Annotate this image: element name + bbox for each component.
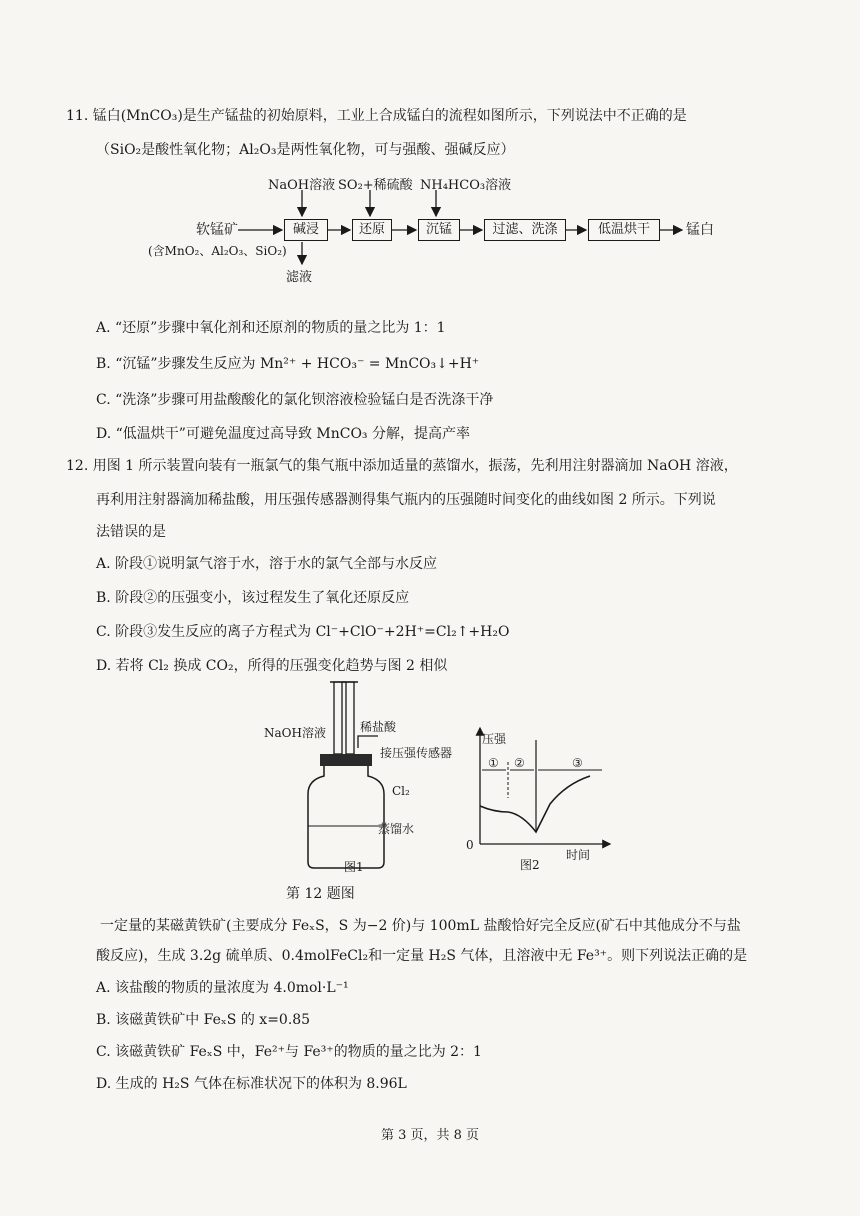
q12-option-b: B. 阶段②的压强变小，该过程发生了氧化还原反应 <box>96 590 410 606</box>
fig2-origin: 0 <box>466 838 474 852</box>
flow-product: 锰白 <box>686 222 714 238</box>
flow-step-reduce: 还原 <box>352 219 392 241</box>
q11-option-c: C. “洗涤”步骤可用盐酸酸化的氯化钡溶液检验锰白是否洗涤干净 <box>96 392 494 408</box>
fig1-water-label: 蒸馏水 <box>378 822 415 836</box>
fig2-stage2: ② <box>514 756 525 770</box>
flow-arrows <box>0 190 860 310</box>
q12-stem-line1: 用图 1 所示装置向装有一瓶氯气的集气瓶中添加适量的蒸馏水，振荡，先利用注射器滴加 NaOH 溶液， <box>92 458 738 474</box>
q11-stem-line1: 锰白(MnCO₃)是生产锰盐的初始原料，工业上合成锰白的流程如图所示，下列说法中不正确的是 <box>92 108 687 124</box>
q11-option-a: A. “还原”步骤中氧化剂和还原剂的物质的量之比为 1：1 <box>96 320 446 336</box>
q11-option-b: B. “沉锰”步骤发生反应为 Mn²⁺ + HCO₃⁻ = MnCO₃↓+H⁺ <box>96 356 480 372</box>
fig1-sensor-label: 接压强传感器 <box>380 746 453 760</box>
flow-step-precipitate: 沉锰 <box>418 219 460 241</box>
q12-stem <box>66 456 738 476</box>
fig2-stage3: ③ <box>572 756 583 770</box>
q12-stem-line2: 再利用注射器滴加稀盐酸，用压强传感器测得集气瓶内的压强随时间变化的曲线如图 2 所示。下列说 <box>96 492 716 508</box>
flow-raw-material: 软锰矿 <box>196 222 238 238</box>
fig2-ylabel: 压强 <box>482 732 507 746</box>
flow-step-dry: 低温烘干 <box>588 219 660 241</box>
q13-stem-line1: 一定量的某磁黄铁矿(主要成分 FeₓS，S 为−2 价)与 100mL 盐酸恰好完全反应(矿石中其他成分不与盐 <box>100 918 741 934</box>
q12-option-d: D. 若将 Cl₂ 换成 CO₂，所得的压强变化趋势与图 2 相似 <box>96 658 448 674</box>
q11-number: 11. <box>66 108 89 124</box>
flow-filtrate: 滤液 <box>286 270 313 285</box>
fig2-stage1: ① <box>488 756 499 770</box>
fig1-naoh-label: NaOH溶液 <box>264 726 326 740</box>
gas-bottle-apparatus <box>286 676 446 876</box>
q11-stem <box>66 106 687 126</box>
q11-option-d: D. “低温烘干”可避免温度过高导致 MnCO₃ 分解，提高产率 <box>96 426 470 442</box>
fig1-hcl-label: 稀盐酸 <box>360 720 397 734</box>
flow-reagent-naoh: NaOH溶液 <box>268 178 336 193</box>
fig1-caption: 图1 <box>344 860 364 874</box>
q12-option-a: A. 阶段①说明氯气溶于水，溶于水的氯气全部与水反应 <box>96 556 438 572</box>
fig2-caption: 图2 <box>520 858 540 872</box>
flow-step-filter-wash: 过滤、洗涤 <box>484 219 566 241</box>
q13-stem-line2: 酸反应)，生成 3.2g 硫单质、0.4molFeCl₂和一定量 H₂S 气体，且溶液中无 Fe³⁺。则下列说法正确的是 <box>96 948 748 964</box>
flow-reagent-so2: SO₂+稀硫酸 <box>338 178 413 193</box>
q11-stem-line2: （SiO₂是酸性氧化物；Al₂O₃是两性氧化物，可与强酸、强碱反应） <box>96 142 515 158</box>
q13-option-b: B. 该磁黄铁矿中 FeₓS 的 x=0.85 <box>96 1012 311 1028</box>
fig1-gas-label: Cl₂ <box>392 784 410 798</box>
q12-option-c: C. 阶段③发生反应的离子方程式为 Cl⁻+ClO⁻+2H⁺=Cl₂↑+H₂O <box>96 624 510 640</box>
q13-option-a: A. 该盐酸的物质的量浓度为 4.0mol·L⁻¹ <box>96 980 349 996</box>
flow-step-alkali-leach: 碱浸 <box>284 219 328 241</box>
q12-figure-title: 第 12 题图 <box>286 886 355 902</box>
q12-number: 12. <box>66 458 89 474</box>
flow-raw-note: (含MnO₂、Al₂O₃、SiO₂) <box>148 244 287 258</box>
q12-stem-line3: 法错误的是 <box>96 524 166 540</box>
page-footer: 第 3 页，共 8 页 <box>380 1128 480 1143</box>
fig2-xlabel: 时间 <box>566 848 591 862</box>
q13-option-c: C. 该磁黄铁矿 FeₓS 中，Fe²⁺与 Fe³⁺的物质的量之比为 2：1 <box>96 1044 482 1060</box>
q13-option-d: D. 生成的 H₂S 气体在标准状况下的体积为 8.96L <box>96 1076 407 1092</box>
flow-reagent-nh4hco3: NH₄HCO₃溶液 <box>420 178 512 193</box>
